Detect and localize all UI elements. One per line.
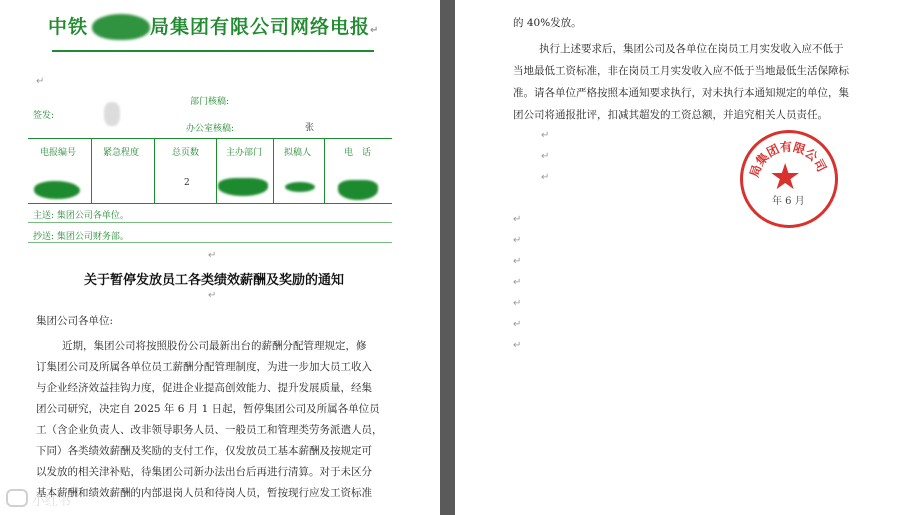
office-review-label: 办公室核稿: xyxy=(186,124,235,134)
redaction-blot xyxy=(218,178,268,196)
recipient-separator xyxy=(28,242,392,243)
copy-recipient: 抄送: 集团公司财务部。 xyxy=(33,232,129,242)
seal-star-icon: ★ xyxy=(769,157,802,198)
body-line: 团公司研究，决定自 2025 年 6 月 1 日起，暂停集团公司及所属各单位员 xyxy=(36,403,380,415)
table-header-cell: 总页数 xyxy=(172,148,200,158)
header-title-suffix: 局集团有限公司网络电报 xyxy=(150,16,371,38)
paragraph-mark: ↵ xyxy=(513,319,522,330)
paragraph-mark: ↵ xyxy=(541,151,550,162)
paragraph-mark: ↵ xyxy=(513,277,522,288)
body-line: 订集团公司及所属各单位员工薪酬分配管理制度，为进一步加大员工收入 xyxy=(36,361,372,373)
table-divider xyxy=(324,138,325,203)
body-line: 执行上述要求后，集团公司及各单位在岗员工月实发收入应不低于 xyxy=(539,43,844,55)
watermark-logo-icon xyxy=(6,489,28,507)
paragraph-mark: ↵ xyxy=(513,214,522,225)
redaction-blot xyxy=(92,14,150,40)
header-title-prefix: 中铁 xyxy=(48,16,89,38)
redaction-blot xyxy=(104,102,120,126)
body-line: 准。请各单位严格按照本通知要求执行，对未执行本通知规定的单位，集 xyxy=(513,87,849,99)
table-header-cell: 电 话 xyxy=(344,148,372,158)
watermark-text: 小红书 xyxy=(32,494,72,509)
redaction-blot xyxy=(338,180,378,200)
paragraph-mark: ↵ xyxy=(36,76,45,87)
body-line: 工（含企业负责人、改非领导职务人员、一般员工和管理类劳务派遣人员， xyxy=(36,424,383,436)
header-rule xyxy=(52,50,374,52)
page-1 xyxy=(0,0,440,515)
recipient-separator xyxy=(28,222,392,223)
issuer-label: 签发: xyxy=(33,111,55,121)
table-header-cell: 电报编号 xyxy=(40,148,77,158)
main-recipient: 主送: 集团公司各单位。 xyxy=(33,211,129,221)
body-line: 当地最低工资标准，非在岗员工月实发收入应不低于当地最低生活保障标 xyxy=(513,65,849,77)
seal-date: 年 6 月 xyxy=(772,196,805,207)
body-line: 近期，集团公司将按照股份公司最新出台的薪酬分配管理规定，修 xyxy=(62,340,367,352)
paragraph-mark: ↵ xyxy=(513,340,522,351)
body-line: 基本薪酬和绩效薪酬的内部退岗人员和待岗人员，暂按现行应发工资标准 xyxy=(36,487,372,499)
paragraph-mark: ↵ xyxy=(513,256,522,267)
document-title: 关于暂停发放员工各类绩效薪酬及奖励的通知 xyxy=(84,273,345,288)
table-divider xyxy=(154,138,155,203)
page-2 xyxy=(455,0,900,515)
dept-review-label: 部门核稿: xyxy=(190,97,230,107)
table-header-cell: 紧急程度 xyxy=(103,148,140,158)
page-gap xyxy=(440,0,455,515)
body-line: 与企业经济效益挂钩力度，促进企业提高创效能力、提升发展质量，经集 xyxy=(36,382,372,394)
carry-over-line: 的 40%发放。 xyxy=(513,17,582,29)
paragraph-mark: ↵ xyxy=(541,172,550,183)
office-review-name: 张 xyxy=(305,123,315,133)
body-line: 以发放的相关津补贴，待集团公司新办法出台后再进行清算。对于未区分 xyxy=(36,466,372,478)
table-divider xyxy=(216,138,217,203)
table-header-cell: 拟稿人 xyxy=(284,148,312,158)
table-cell-total-pages: 2 xyxy=(184,178,190,188)
paragraph-mark: ↵ xyxy=(208,250,217,261)
table-divider xyxy=(91,138,92,203)
redaction-blot xyxy=(34,181,80,199)
paragraph-mark: ↵ xyxy=(370,25,380,36)
paragraph-mark: ↵ xyxy=(541,130,550,141)
table-top-border xyxy=(28,138,392,139)
paragraph-mark: ↵ xyxy=(513,298,522,309)
paragraph-mark: ↵ xyxy=(513,235,522,246)
table-bottom-border xyxy=(28,203,392,204)
body-line: 团公司将通报批评，扣减其超发的工资总额，并追究相关人员责任。 xyxy=(513,109,828,121)
salutation: 集团公司各单位: xyxy=(36,315,114,327)
paragraph-mark: ↵ xyxy=(208,290,217,301)
seal-ring-label: 局集团有限公司 xyxy=(747,139,829,179)
table-header-cell: 主办部门 xyxy=(226,148,263,158)
table-divider xyxy=(273,138,274,203)
body-line: 下同）各类绩效薪酬及奖励的支付工作，仅发放员工基本薪酬及按规定可 xyxy=(36,445,372,457)
redaction-blot xyxy=(285,182,315,192)
